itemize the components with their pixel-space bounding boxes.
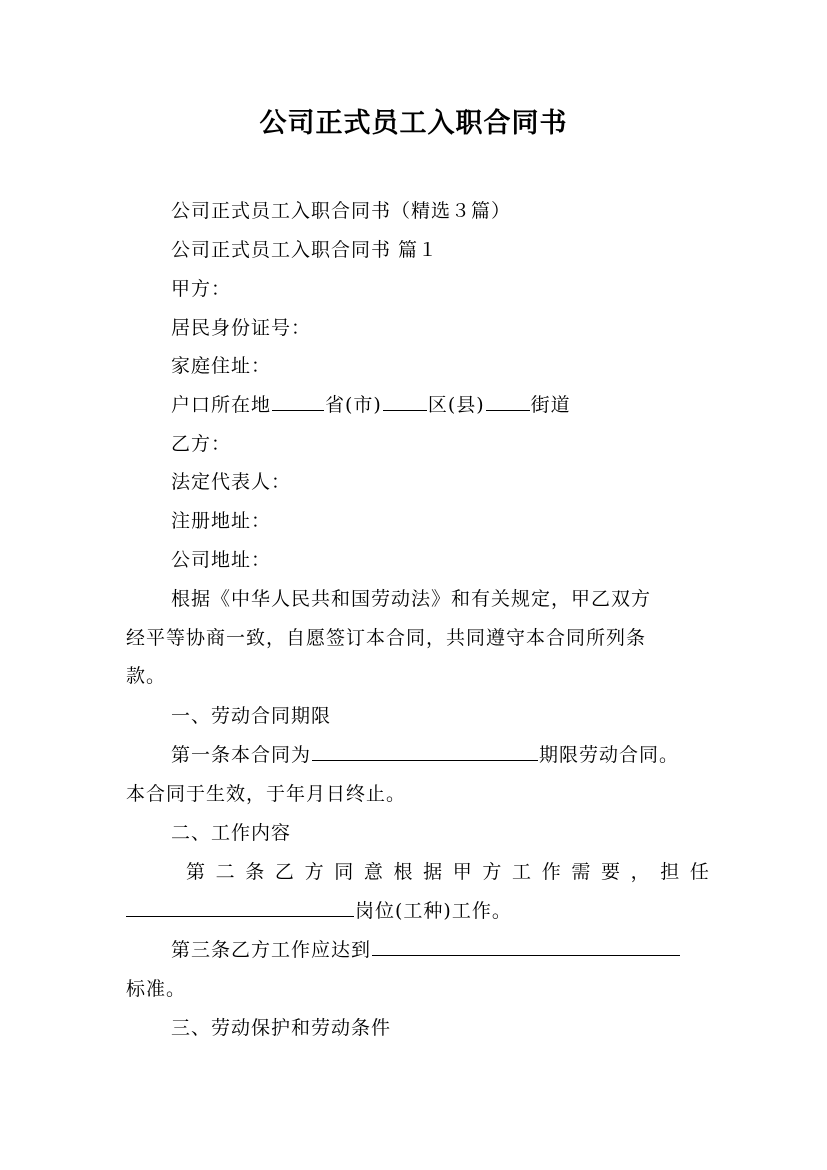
id-number-label: 居民身份证号： xyxy=(171,317,312,339)
party-a-label: 甲方： xyxy=(171,278,232,300)
article-2-char: 乙 xyxy=(274,861,295,883)
household-part3: 区(县) xyxy=(427,394,485,416)
article-1-part-2: 期限劳动合同。 xyxy=(539,744,680,766)
article-2-char: ， xyxy=(630,861,651,883)
blank-line xyxy=(312,744,538,761)
article-2-line-2 xyxy=(126,892,706,930)
household-part2: 省(市) xyxy=(325,394,382,416)
household-line xyxy=(126,386,751,424)
section-1-heading: 一、劳动合同期限 xyxy=(171,705,332,727)
article-1-line-2: 本合同于生效，于年月日终止。 xyxy=(126,783,407,805)
article-3-line-1 xyxy=(126,931,751,969)
page-title: 公司正式员工入职合同书 xyxy=(259,108,568,139)
blank-line xyxy=(486,394,530,411)
section-2-heading: 二、工作内容 xyxy=(171,822,292,844)
article-2-char: 方 xyxy=(304,861,325,883)
blank-line xyxy=(372,939,680,956)
article-2-char: 需 xyxy=(571,861,592,883)
blank-line xyxy=(272,394,324,411)
subtitle: 公司正式员工入职合同书（精选３篇） xyxy=(171,200,512,222)
section-3-heading: 三、劳动保护和劳动条件 xyxy=(171,1017,392,1039)
company-address-label: 公司地址： xyxy=(171,549,272,571)
intro-line-1: 根据《中华人民共和国劳动法》和有关规定，甲乙双方 xyxy=(171,588,652,610)
article-2-line-1 xyxy=(126,853,710,891)
section-heading: 公司正式员工入职合同书 篇１ xyxy=(171,239,439,261)
article-1-line-1 xyxy=(126,736,751,774)
article-2-char: 甲 xyxy=(452,861,473,883)
household-part4: 街道 xyxy=(530,394,571,416)
article-2-char: 方 xyxy=(482,861,503,883)
article-3-line-2: 标准。 xyxy=(126,978,187,1000)
article-2-char: 根 xyxy=(393,861,414,883)
intro-line-2: 经平等协商一致，自愿签订本合同，共同遵守本合同所列条 xyxy=(126,627,647,649)
article-2-char: 第 xyxy=(186,861,207,883)
article-2-char: 工 xyxy=(512,861,533,883)
reg-address-label: 注册地址： xyxy=(171,510,272,532)
article-2-char: 二 xyxy=(215,861,236,883)
article-2-char: 意 xyxy=(363,861,384,883)
article-2-char: 任 xyxy=(689,861,710,883)
article-2-char: 条 xyxy=(245,861,266,883)
legal-rep-label: 法定代表人： xyxy=(171,471,292,493)
household-part1: 户口所在地 xyxy=(171,394,272,416)
article-3-part-1: 第三条乙方工作应达到 xyxy=(171,939,372,961)
article-2-char: 同 xyxy=(334,861,355,883)
article-2-line-2-text: 岗位(工种)工作。 xyxy=(355,900,512,922)
blank-line xyxy=(383,394,427,411)
intro-line-3: 款。 xyxy=(126,665,167,687)
home-address-label: 家庭住址： xyxy=(171,355,272,377)
article-2-char: 作 xyxy=(541,861,562,883)
article-2-char: 担 xyxy=(660,861,681,883)
article-2-char: 要 xyxy=(600,861,621,883)
party-b-label: 乙方： xyxy=(171,433,232,455)
blank-line xyxy=(126,900,354,917)
article-2-char: 据 xyxy=(423,861,444,883)
article-1-part-1: 第一条本合同为 xyxy=(171,744,312,766)
